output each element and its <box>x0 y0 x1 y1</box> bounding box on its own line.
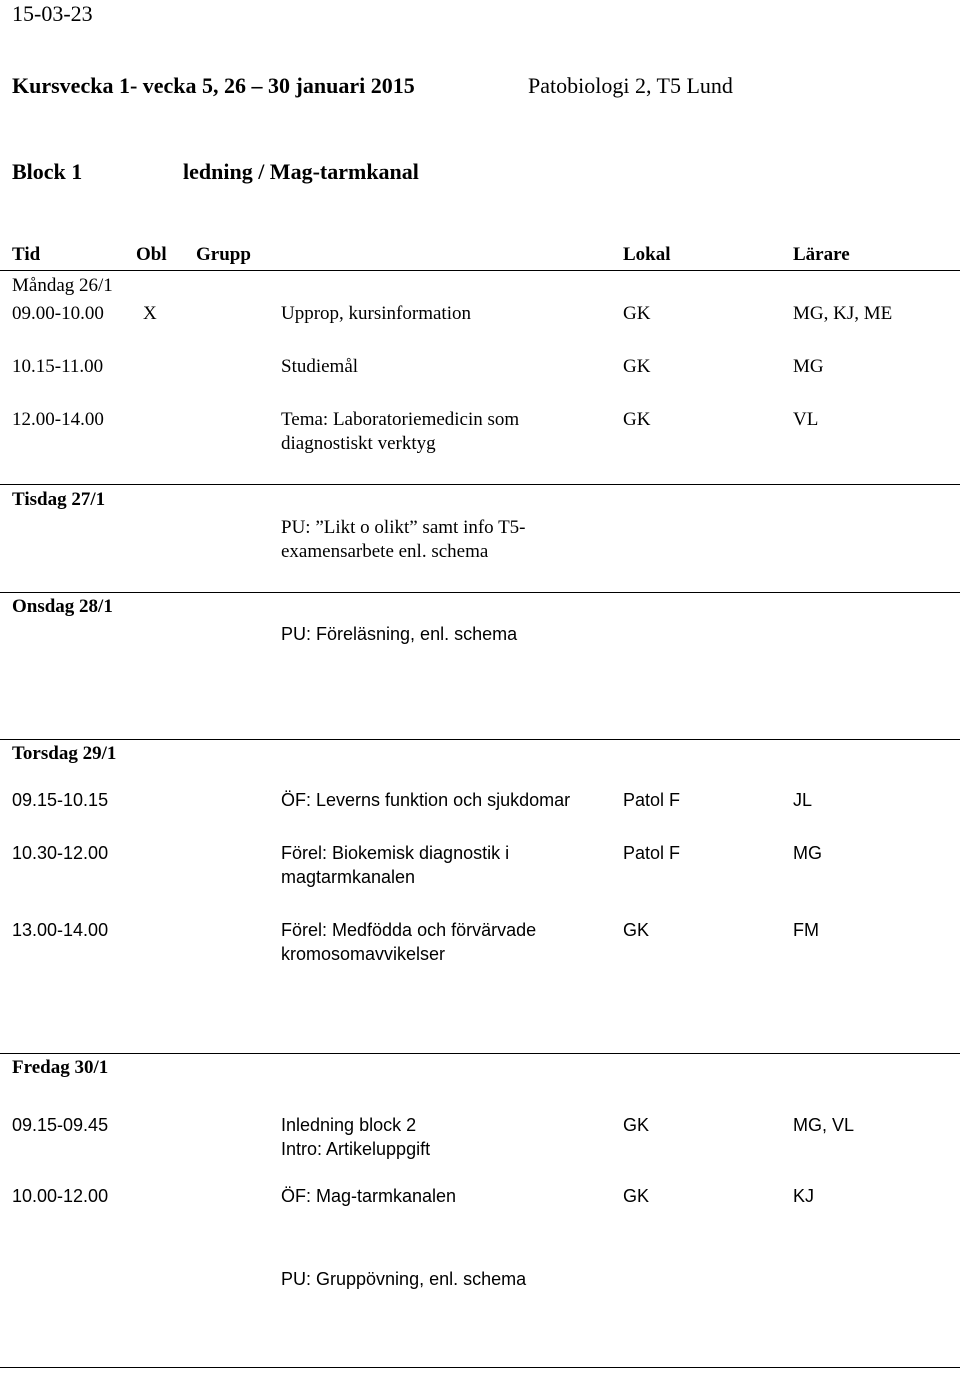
time-cell: 10.15-11.00 <box>12 356 104 377</box>
time-cell: 10.00-12.00 <box>12 1186 109 1206</box>
course-name: Patobiologi 2, T5 Lund <box>528 73 733 98</box>
block-title: ledning / Mag-tarmkanal <box>183 159 419 184</box>
activity-cell-line2: Intro: Artikeluppgift <box>281 1139 431 1159</box>
activity-cell: Studiemål <box>281 356 359 377</box>
teacher-cell: MG <box>793 843 822 863</box>
room-cell: GK <box>623 920 650 940</box>
teacher-cell: MG, KJ, ME <box>793 303 893 324</box>
activity-cell-line2: examensarbete enl. schema <box>281 541 489 562</box>
room-cell: GK <box>623 1186 650 1206</box>
activity-cell: Inledning block 2 <box>281 1115 417 1135</box>
header-obl: Obl <box>136 244 167 265</box>
day-divider <box>0 1053 960 1054</box>
day-divider <box>0 739 960 740</box>
day-label-thursday: Torsdag 29/1 <box>12 743 117 764</box>
activity-cell-line2: kromosomavvikelser <box>281 944 446 964</box>
room-cell: Patol F <box>623 790 681 810</box>
teacher-cell: FM <box>793 920 819 940</box>
teacher-cell: JL <box>793 790 813 810</box>
time-cell: 12.00-14.00 <box>12 409 104 430</box>
teacher-cell: KJ <box>793 1186 815 1206</box>
room-cell: GK <box>623 1115 650 1135</box>
activity-cell: PU: ”Likt o olikt” samt info T5- <box>281 517 526 538</box>
header-lokal: Lokal <box>623 244 671 265</box>
day-label-monday: Måndag 26/1 <box>12 275 113 296</box>
activity-cell: Förel: Biokemisk diagnostik i <box>281 843 510 863</box>
room-cell: GK <box>623 409 651 430</box>
header-tid: Tid <box>12 244 41 265</box>
activity-cell: ÖF: Mag-tarmkanalen <box>281 1186 457 1206</box>
time-cell: 09.15-10.15 <box>12 790 109 810</box>
day-label-tuesday: Tisdag 27/1 <box>12 489 106 510</box>
room-cell: GK <box>623 303 651 324</box>
bottom-divider <box>0 1367 960 1368</box>
activity-cell: Förel: Medfödda och förvärvade <box>281 920 537 940</box>
header-divider <box>0 270 960 271</box>
activity-cell: Tema: Laboratoriemedicin som <box>281 409 520 430</box>
page-title: Kursvecka 1- vecka 5, 26 – 30 januari 2015 <box>12 73 415 98</box>
day-label-friday: Fredag 30/1 <box>12 1057 109 1078</box>
teacher-cell: MG, VL <box>793 1115 855 1135</box>
time-cell: 10.30-12.00 <box>12 843 109 863</box>
teacher-cell: VL <box>793 409 819 430</box>
header-larare: Lärare <box>793 244 850 265</box>
day-divider <box>0 592 960 593</box>
teacher-cell: MG <box>793 356 824 377</box>
activity-cell: ÖF: Leverns funktion och sjukdomar <box>281 790 571 810</box>
time-cell: 09.00-10.00 <box>12 303 104 324</box>
document-date: 15-03-23 <box>12 1 93 26</box>
activity-cell-line2: diagnostiskt verktyg <box>281 433 436 454</box>
day-label-wednesday: Onsdag 28/1 <box>12 596 113 617</box>
mandatory-mark: X <box>143 303 157 324</box>
day-divider <box>0 484 960 485</box>
activity-cell: PU: Gruppövning, enl. schema <box>281 1269 527 1289</box>
time-cell: 13.00-14.00 <box>12 920 109 940</box>
activity-cell: PU: Föreläsning, enl. schema <box>281 624 518 644</box>
room-cell: Patol F <box>623 843 681 863</box>
activity-cell: Upprop, kursinformation <box>281 303 471 324</box>
block-label: Block 1 <box>12 159 83 184</box>
header-grupp: Grupp <box>196 244 251 265</box>
room-cell: GK <box>623 356 651 377</box>
time-cell: 09.15-09.45 <box>12 1115 109 1135</box>
activity-cell-line2: magtarmkanalen <box>281 867 416 887</box>
